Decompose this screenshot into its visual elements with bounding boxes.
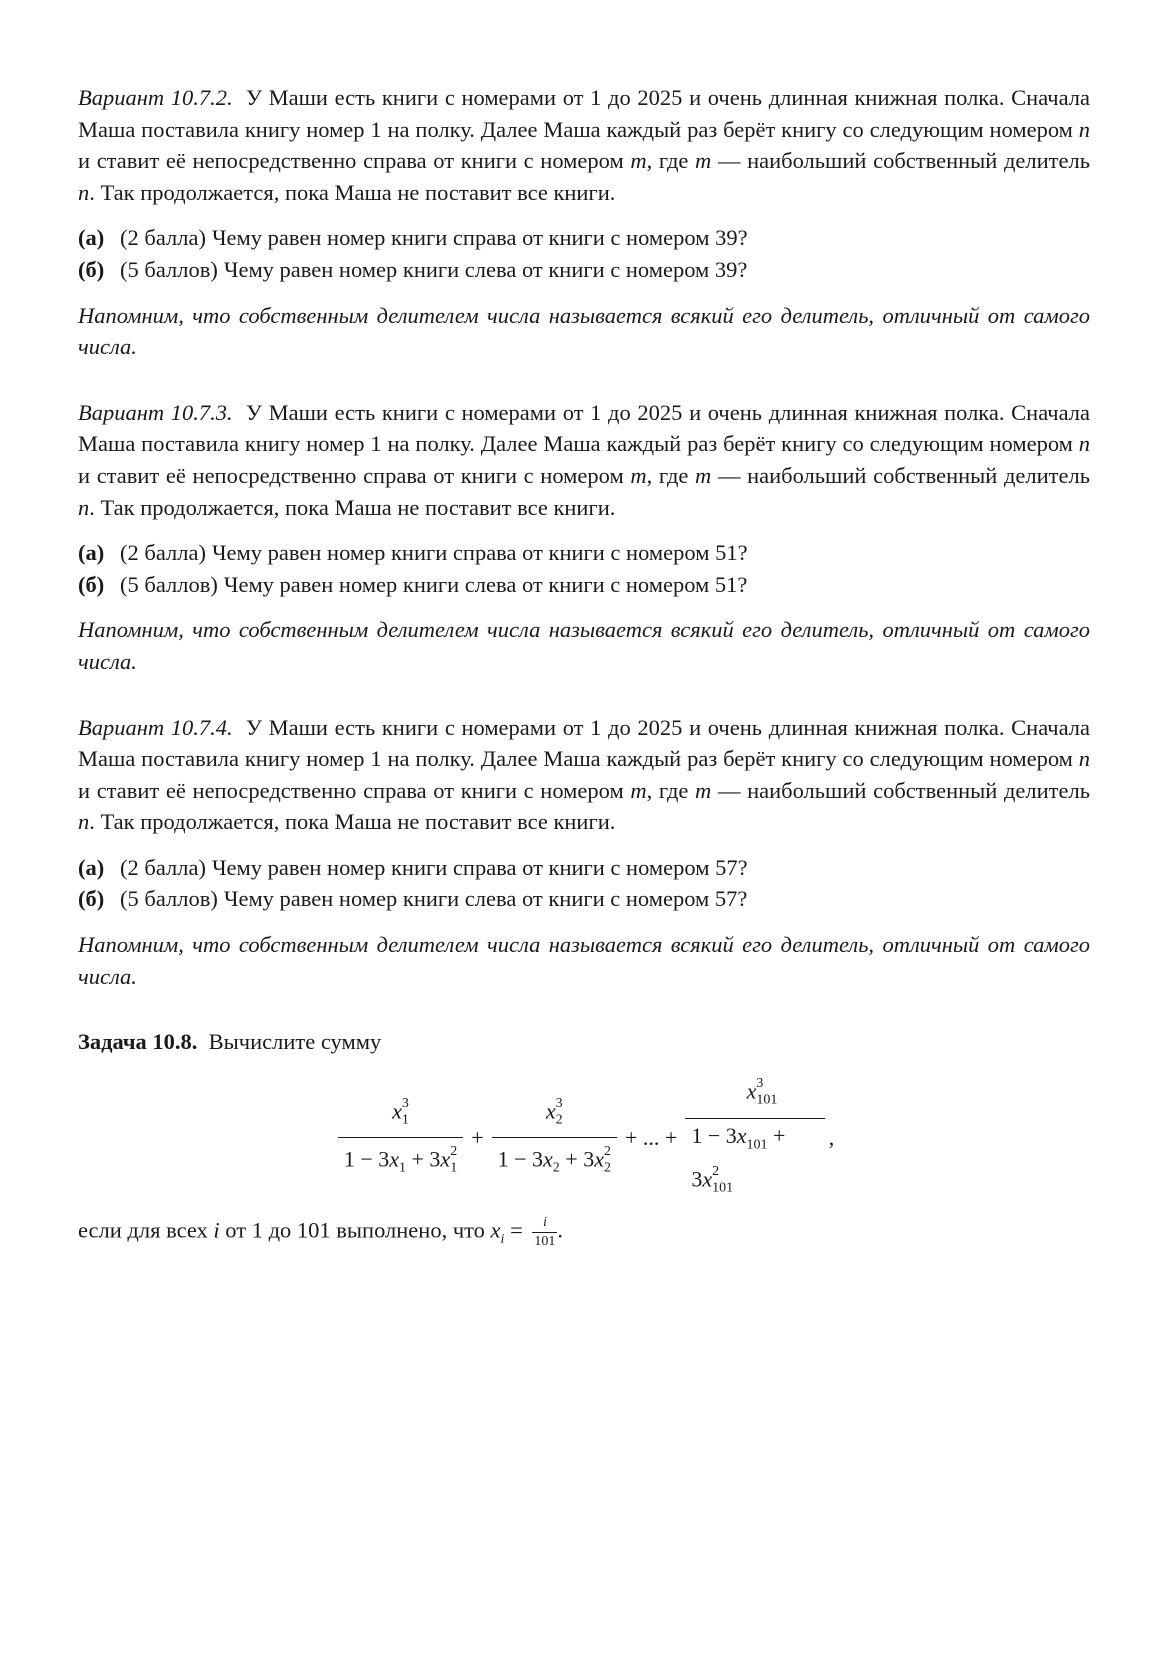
question-item <box>78 254 1090 286</box>
question-points: (2 балла) <box>120 854 206 880</box>
variant-block <box>78 397 1090 678</box>
variant-note: Напомним, что собственным делителем числа называется всякий его делитель, отличный от самого числа. <box>78 932 1090 989</box>
fraction-term-2: $\frac{x_2^3}{1 - 3x_2 + 3x_2^2}$ <box>492 1092 617 1184</box>
question-text: Чему равен номер книги слева от книги с номером 51? <box>223 571 748 597</box>
question-label: (б) <box>78 886 105 912</box>
question-item <box>78 852 1090 884</box>
variant-statement: Вариант 10.7.3. У Маши есть книги с номерами от 1 до 2025 и очень длинная книжная полка. Сначала Маша поставила книгу номер 1 на полку. Далее Маша каждый раз берёт книгу со следующим номером n и ставит её непосредственно справа от книги с номером m, где m — наибольший собственный делитель n. Так продолжается, пока Маша не поставит все книги. <box>78 399 1090 520</box>
variant-statement: Вариант 10.7.2. У Маши есть книги с номерами от 1 до 2025 и очень длинная книжная полка. Сначала Маша поставила книгу номер 1 на полку. Далее Маша каждый раз берёт книгу со следующим номером n и ставит её непосредственно справа от книги с номером m, где m — наибольший собственный делитель n. Так продолжается, пока Маша не поставит все книги. <box>78 85 1090 205</box>
plus-sign: + <box>471 1124 484 1150</box>
task-10-8 <box>78 1026 1090 1255</box>
sum-formula <box>78 1072 1090 1204</box>
question-points: (5 баллов) <box>120 571 218 597</box>
variant-label: Вариант 10.7.3. <box>78 399 233 425</box>
variant-block <box>78 82 1090 363</box>
variant-label: Вариант 10.7.2. <box>78 85 233 110</box>
variant-note: Напомним, что собственным делителем числа называется всякий его делитель, отличный от самого числа. <box>78 302 1090 360</box>
variant-block <box>78 712 1090 993</box>
variant-note: Напомним, что собственным делителем числа называется всякий его делитель, отличный от самого числа. <box>78 617 1090 674</box>
task-intro: Вычислите сумму <box>208 1029 382 1055</box>
fraction-term-101: $\frac{x_{101}^3}{1 - 3x_{101} + 3x_{101}^2}$ <box>685 1072 824 1204</box>
question-item <box>78 883 1090 915</box>
trailing-comma: , <box>828 1124 835 1150</box>
question-list <box>78 852 1090 915</box>
variant-label: Вариант 10.7.4. <box>78 714 233 740</box>
question-list <box>78 537 1090 600</box>
task-label: Задача 10.8. <box>78 1029 198 1055</box>
question-label: (а) <box>78 854 105 880</box>
question-label: (а) <box>78 540 105 566</box>
task-header <box>78 1026 1090 1058</box>
question-label: (а) <box>78 225 105 251</box>
variant-statement: Вариант 10.7.4. У Маши есть книги с номерами от 1 до 2025 и очень длинная книжная полка. Сначала Маша поставила книгу номер 1 на полку. Далее Маша каждый раз берёт книгу со следующим номером n и ставит её непосредственно справа от книги с номером m, где m — наибольший собственный делитель n. Так продолжается, пока Маша не поставит все книги. <box>78 714 1090 835</box>
question-points: (2 балла) <box>120 225 206 251</box>
question-text: Чему равен номер книги справа от книги с номером 57? <box>211 854 748 880</box>
question-points: (2 балла) <box>120 540 206 566</box>
question-label: (б) <box>78 571 105 597</box>
question-item <box>78 569 1090 601</box>
task-condition: если для всех i от 1 до 101 выполнено, что $x_i$ = $\frac{i}{101}$ . <box>78 1214 564 1249</box>
question-text: Чему равен номер книги слева от книги с номером 57? <box>223 886 748 912</box>
question-item <box>78 537 1090 569</box>
question-list <box>78 222 1090 285</box>
question-text: Чему равен номер книги справа от книги с номером 39? <box>211 225 748 251</box>
fraction-term-1: $\frac{x_1^3}{1 - 3x_1 + 3x_1^2}$ <box>338 1092 463 1184</box>
ellipsis: + ... + <box>624 1124 678 1150</box>
question-label: (б) <box>78 256 105 282</box>
document-page <box>78 82 1090 1255</box>
question-points: (5 баллов) <box>120 256 218 282</box>
condition-fraction: $\frac{i}{101}$ <box>534 1214 556 1249</box>
question-points: (5 баллов) <box>120 886 218 912</box>
question-text: Чему равен номер книги слева от книги с номером 39? <box>223 256 748 282</box>
question-text: Чему равен номер книги справа от книги с номером 51? <box>211 540 748 566</box>
question-item <box>78 222 1090 254</box>
